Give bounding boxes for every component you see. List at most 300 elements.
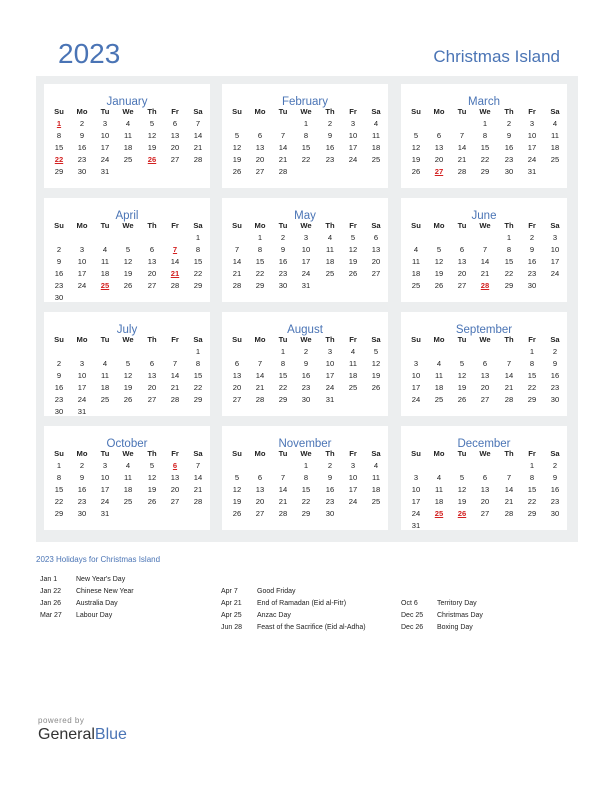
holiday-date: Dec 26 [401, 624, 424, 631]
day-cell: 27 [371, 269, 381, 278]
holiday-day-cell: 21 [170, 269, 180, 278]
day-cell: 7 [482, 245, 488, 254]
day-cell: 30 [550, 509, 560, 518]
weekday-header [222, 334, 388, 346]
day-cell: 2 [327, 461, 333, 470]
day-cell: 10 [550, 245, 560, 254]
weekday-label: Su [411, 221, 421, 230]
week-row [222, 142, 388, 154]
holiday-column [221, 586, 366, 634]
weekday-label: Su [232, 335, 242, 344]
weekday-label: Su [54, 107, 64, 116]
week-row [44, 382, 210, 394]
day-cell: 26 [123, 395, 133, 404]
day-cell: 17 [527, 143, 537, 152]
weekday-label: Mo [76, 335, 88, 344]
day-cell: 23 [54, 395, 64, 404]
week-row [401, 520, 567, 532]
week-row [222, 484, 388, 496]
month-name: November [278, 438, 332, 450]
week-row [44, 130, 210, 142]
week-row [222, 280, 388, 292]
weekday-label: Th [325, 221, 335, 230]
month-august [222, 312, 388, 416]
day-cell: 18 [411, 269, 421, 278]
week-row [401, 244, 567, 256]
week-row [44, 358, 210, 370]
day-cell: 26 [232, 509, 242, 518]
day-cell: 26 [457, 395, 467, 404]
day-cell: 21 [504, 383, 514, 392]
day-cell: 24 [411, 395, 421, 404]
day-cell: 28 [193, 497, 203, 506]
day-cell: 16 [550, 371, 560, 380]
day-cell: 13 [371, 245, 381, 254]
weekday-label: Mo [254, 335, 266, 344]
holiday-name: Anzac Day [257, 612, 291, 619]
day-cell: 19 [123, 269, 133, 278]
day-cell: 19 [411, 155, 421, 164]
day-cell: 8 [195, 245, 201, 254]
weekday-label: Sa [371, 107, 381, 116]
day-cell: 4 [373, 119, 379, 128]
day-cell: 7 [257, 359, 263, 368]
day-cell: 28 [457, 167, 467, 176]
day-cell: 25 [371, 497, 381, 506]
weekday-label: Fr [528, 107, 536, 116]
day-cell: 29 [193, 281, 203, 290]
day-cell: 30 [278, 281, 288, 290]
day-cell: 4 [125, 119, 131, 128]
day-cell: 11 [101, 257, 109, 266]
day-cell: 22 [301, 497, 311, 506]
day-cell: 18 [434, 383, 444, 392]
week-row [401, 472, 567, 484]
day-cell: 10 [77, 257, 87, 266]
month-june [401, 198, 567, 302]
day-cell: 14 [278, 143, 288, 152]
week-row [401, 130, 567, 142]
weekday-header [44, 334, 210, 346]
weekday-label: Sa [550, 107, 560, 116]
day-cell: 10 [348, 473, 358, 482]
week-row [401, 166, 567, 178]
day-cell: 20 [480, 383, 490, 392]
weekday-label: Th [325, 107, 335, 116]
day-cell: 17 [301, 257, 311, 266]
weekday-label: Th [504, 449, 514, 458]
day-cell: 16 [54, 383, 64, 392]
weekday-label: Sa [550, 335, 560, 344]
day-cell: 3 [413, 473, 419, 482]
day-cell: 25 [123, 497, 133, 506]
day-cell: 3 [529, 119, 535, 128]
day-cell: 17 [348, 143, 358, 152]
day-cell: 19 [371, 371, 381, 380]
day-cell: 31 [77, 407, 87, 416]
week-row [401, 370, 567, 382]
day-cell: 19 [232, 497, 242, 506]
week-row [222, 256, 388, 268]
week-row [222, 382, 388, 394]
day-cell: 31 [527, 167, 537, 176]
week-row [222, 394, 388, 406]
day-cell: 15 [193, 371, 203, 380]
weekday-label: Su [232, 449, 242, 458]
day-cell: 24 [348, 497, 358, 506]
brand-footer [38, 716, 127, 744]
day-cell: 9 [552, 473, 558, 482]
day-cell: 28 [255, 395, 265, 404]
day-cell: 30 [54, 293, 64, 302]
week-row [401, 118, 567, 130]
day-cell: 12 [147, 131, 157, 140]
day-cell: 15 [480, 143, 490, 152]
month-name: April [115, 210, 139, 222]
day-cell: 8 [303, 131, 309, 140]
day-cell: 23 [550, 383, 560, 392]
holiday-day-cell: 25 [100, 281, 110, 290]
day-cell: 26 [123, 281, 133, 290]
day-cell: 27 [457, 281, 467, 290]
day-cell: 4 [413, 245, 419, 254]
day-cell: 21 [193, 485, 203, 494]
day-cell: 9 [303, 359, 309, 368]
day-cell: 29 [193, 395, 203, 404]
weekday-header [44, 106, 210, 118]
holiday-item [40, 586, 134, 598]
day-cell: 17 [325, 371, 335, 380]
day-cell: 15 [193, 257, 203, 266]
day-cell: 6 [234, 359, 240, 368]
day-cell: 21 [170, 383, 180, 392]
day-cell: 29 [480, 167, 490, 176]
weekday-label: Th [147, 107, 157, 116]
day-cell: 28 [170, 395, 180, 404]
month-september [401, 312, 567, 416]
day-cell: 20 [371, 257, 381, 266]
day-cell: 2 [56, 359, 62, 368]
holiday-day-cell: 26 [147, 155, 157, 164]
day-cell: 10 [527, 131, 537, 140]
day-cell: 26 [147, 497, 157, 506]
day-cell: 4 [436, 473, 442, 482]
day-cell: 8 [482, 131, 488, 140]
day-cell: 9 [529, 245, 535, 254]
day-cell: 2 [56, 245, 62, 254]
weekday-label: Sa [371, 221, 381, 230]
holiday-item [221, 598, 366, 610]
day-cell: 7 [280, 131, 286, 140]
day-cell: 3 [79, 359, 85, 368]
day-cell: 15 [527, 485, 537, 494]
weekday-label: We [479, 221, 491, 230]
weekday-label: Tu [278, 449, 288, 458]
holiday-name: Christmas Day [437, 612, 483, 619]
holiday-date: Mar 27 [40, 612, 62, 619]
day-cell: 9 [79, 473, 85, 482]
weekday-label: Tu [100, 221, 110, 230]
day-cell: 22 [54, 497, 64, 506]
weekday-label: Su [411, 335, 421, 344]
day-cell: 3 [303, 233, 309, 242]
weekday-label: Sa [371, 335, 381, 344]
day-cell: 19 [457, 383, 467, 392]
day-cell: 28 [170, 281, 180, 290]
day-cell: 10 [348, 131, 358, 140]
day-cell: 21 [193, 143, 203, 152]
country-title: Christmas Island [433, 47, 560, 66]
day-cell: 21 [504, 497, 514, 506]
day-cell: 4 [125, 461, 131, 470]
day-cell: 5 [149, 461, 155, 470]
day-cell: 2 [79, 119, 85, 128]
day-cell: 31 [301, 281, 311, 290]
day-cell: 4 [102, 245, 108, 254]
day-cell: 7 [195, 119, 201, 128]
day-cell: 2 [552, 347, 558, 356]
day-cell: 11 [101, 371, 109, 380]
day-cell: 22 [504, 269, 514, 278]
weekday-label: Su [54, 221, 64, 230]
day-cell: 28 [504, 509, 514, 518]
day-cell: 1 [303, 119, 309, 128]
day-cell: 9 [56, 371, 62, 380]
day-cell: 6 [482, 473, 488, 482]
day-cell: 11 [124, 131, 132, 140]
weekday-label: Su [54, 335, 64, 344]
day-cell: 24 [411, 509, 421, 518]
day-cell: 18 [123, 485, 133, 494]
day-cell: 16 [527, 257, 537, 266]
day-cell: 28 [278, 167, 288, 176]
week-row [44, 118, 210, 130]
day-cell: 22 [527, 383, 537, 392]
week-row [222, 244, 388, 256]
day-cell: 22 [480, 155, 490, 164]
day-cell: 7 [459, 131, 465, 140]
day-cell: 29 [301, 509, 311, 518]
day-cell: 30 [54, 407, 64, 416]
day-cell: 20 [255, 155, 265, 164]
day-cell: 20 [147, 269, 157, 278]
day-cell: 27 [255, 167, 265, 176]
day-cell: 14 [504, 485, 514, 494]
day-cell: 6 [257, 473, 263, 482]
day-cell: 24 [100, 497, 110, 506]
year-title: 2023 [58, 38, 121, 69]
day-cell: 1 [280, 347, 286, 356]
weekday-header [222, 106, 388, 118]
day-cell: 23 [325, 497, 335, 506]
day-cell: 13 [480, 371, 490, 380]
day-cell: 3 [413, 359, 419, 368]
day-cell: 8 [56, 473, 62, 482]
holiday-day-cell: 1 [56, 119, 62, 128]
weekday-label: Fr [349, 107, 357, 116]
day-cell: 16 [54, 269, 64, 278]
day-cell: 18 [434, 497, 444, 506]
weekday-label: Sa [550, 449, 560, 458]
day-cell: 4 [102, 359, 108, 368]
day-cell: 1 [506, 233, 512, 242]
day-cell: 23 [77, 155, 87, 164]
holiday-name: Boxing Day [437, 624, 473, 631]
day-cell: 15 [255, 257, 265, 266]
day-cell: 3 [327, 347, 333, 356]
day-cell: 10 [100, 473, 110, 482]
day-cell: 17 [77, 383, 87, 392]
week-row [44, 370, 210, 382]
day-cell: 16 [278, 257, 288, 266]
day-cell: 17 [77, 269, 87, 278]
day-cell: 18 [348, 371, 358, 380]
weekday-label: Fr [171, 107, 179, 116]
day-cell: 27 [147, 281, 157, 290]
day-cell: 14 [232, 257, 242, 266]
day-cell: 22 [193, 269, 203, 278]
day-cell: 14 [170, 371, 180, 380]
week-row [401, 346, 567, 358]
weekday-label: Mo [254, 107, 266, 116]
day-cell: 8 [195, 359, 201, 368]
day-cell: 30 [77, 167, 87, 176]
holiday-column [401, 598, 483, 634]
day-cell: 14 [504, 371, 514, 380]
weekday-label: Su [411, 107, 421, 116]
weekday-label: Sa [550, 221, 560, 230]
day-cell: 20 [170, 485, 180, 494]
weekday-label: Fr [349, 335, 357, 344]
day-cell: 17 [100, 143, 110, 152]
day-cell: 21 [255, 383, 265, 392]
weekday-header [222, 448, 388, 460]
weekday-label: Su [54, 449, 64, 458]
day-cell: 31 [100, 509, 110, 518]
holiday-date: Oct 6 [401, 600, 418, 607]
weekday-label: Mo [76, 449, 88, 458]
month-october [44, 426, 210, 530]
day-cell: 21 [232, 269, 242, 278]
holiday-date: Jan 26 [40, 600, 62, 607]
month-february [222, 84, 388, 188]
day-cell: 5 [125, 359, 131, 368]
week-row [401, 268, 567, 280]
week-row [401, 460, 567, 472]
day-cell: 29 [504, 281, 514, 290]
day-cell: 19 [348, 257, 358, 266]
day-cell: 11 [372, 131, 380, 140]
weekday-label: Tu [457, 221, 467, 230]
day-cell: 22 [527, 497, 537, 506]
day-cell: 26 [348, 269, 358, 278]
month-march [401, 84, 567, 188]
day-cell: 1 [529, 347, 535, 356]
day-cell: 29 [527, 395, 537, 404]
month-name: October [106, 438, 148, 450]
day-cell: 5 [459, 359, 465, 368]
day-cell: 11 [372, 473, 380, 482]
day-cell: 6 [149, 245, 155, 254]
day-cell: 12 [457, 485, 467, 494]
day-cell: 3 [79, 245, 85, 254]
holiday-item [401, 622, 483, 634]
holiday-name: Chinese New Year [76, 588, 134, 595]
day-cell: 11 [435, 371, 443, 380]
day-cell: 13 [232, 371, 242, 380]
holiday-item [221, 586, 366, 598]
holiday-column [40, 574, 134, 622]
day-cell: 27 [480, 509, 490, 518]
day-cell: 19 [457, 497, 467, 506]
week-row [222, 358, 388, 370]
day-cell: 15 [278, 371, 288, 380]
day-cell: 24 [77, 395, 87, 404]
day-cell: 17 [550, 257, 560, 266]
week-row [44, 154, 210, 166]
weekday-label: We [122, 107, 134, 116]
weekday-header [44, 220, 210, 232]
day-cell: 3 [350, 119, 356, 128]
day-cell: 23 [325, 155, 335, 164]
day-cell: 20 [434, 155, 444, 164]
day-cell: 25 [325, 269, 335, 278]
day-cell: 7 [506, 359, 512, 368]
holiday-date: Apr 7 [221, 588, 238, 595]
week-row [401, 394, 567, 406]
day-cell: 23 [504, 155, 514, 164]
holiday-name: Good Friday [257, 588, 296, 595]
holiday-date: Dec 25 [401, 612, 424, 619]
day-cell: 2 [280, 233, 286, 242]
holiday-date: Apr 25 [221, 612, 242, 619]
day-cell: 28 [232, 281, 242, 290]
day-cell: 6 [436, 131, 442, 140]
day-cell: 12 [411, 143, 421, 152]
holiday-name: Labour Day [76, 612, 113, 619]
day-cell: 20 [255, 497, 265, 506]
day-cell: 10 [325, 359, 335, 368]
month-name: March [468, 96, 500, 108]
weekday-label: Mo [76, 221, 88, 230]
week-row [44, 268, 210, 280]
day-cell: 25 [100, 395, 110, 404]
day-cell: 15 [54, 485, 64, 494]
day-cell: 23 [77, 497, 87, 506]
day-cell: 11 [326, 245, 334, 254]
week-row [44, 508, 210, 520]
day-cell: 4 [436, 359, 442, 368]
day-cell: 29 [54, 509, 64, 518]
holiday-name: Feast of the Sacrifice (Eid al-Adha) [257, 624, 366, 631]
day-cell: 21 [278, 155, 288, 164]
day-cell: 12 [123, 257, 133, 266]
holiday-item [221, 622, 366, 634]
day-cell: 17 [411, 383, 421, 392]
weekday-label: Tu [457, 335, 467, 344]
holiday-day-cell: 27 [434, 167, 444, 176]
weekday-label: We [479, 449, 491, 458]
week-row [401, 232, 567, 244]
week-row [44, 292, 210, 304]
day-cell: 5 [373, 347, 379, 356]
day-cell: 18 [325, 257, 335, 266]
weekday-label: Su [411, 449, 421, 458]
weekday-label: Th [147, 221, 157, 230]
day-cell: 8 [303, 473, 309, 482]
day-cell: 12 [371, 359, 381, 368]
day-cell: 27 [170, 155, 180, 164]
